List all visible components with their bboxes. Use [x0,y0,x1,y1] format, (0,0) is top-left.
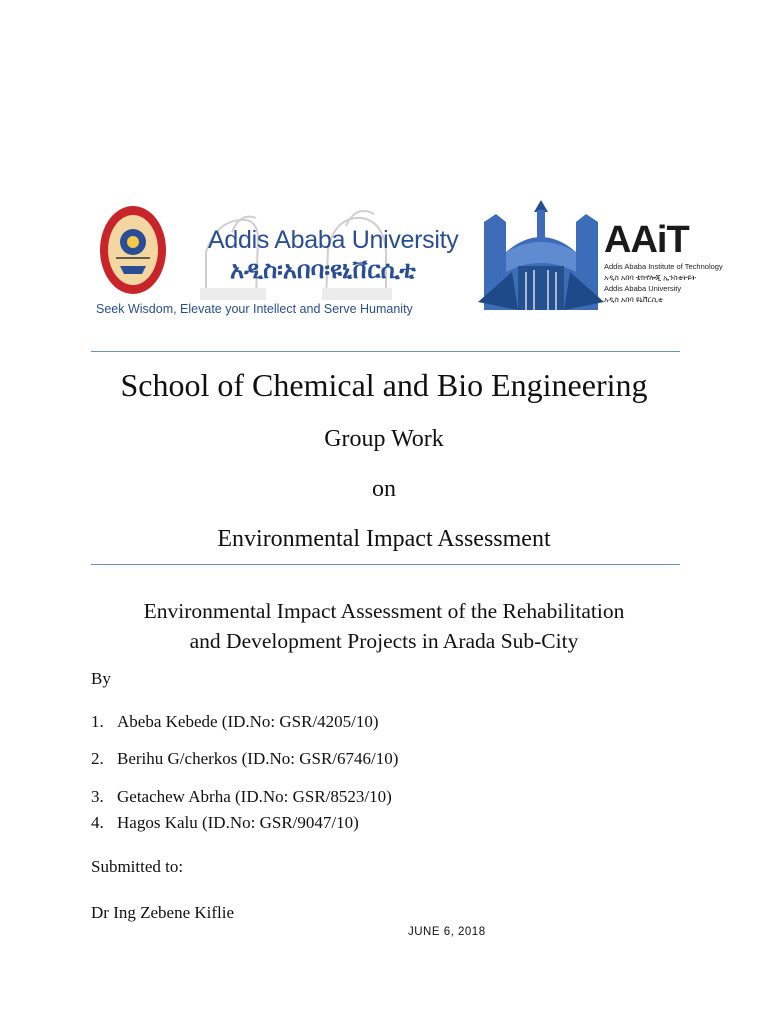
list-number: 4. [91,813,104,832]
member-text: Berihu G/cherkos (ID.No: GSR/6746/10) [117,749,399,768]
list-item [91,812,359,834]
course-subject: Environmental Impact Assessment [217,526,551,552]
list-item [91,711,379,733]
school-heading: School of Chemical and Bio Engineering [120,367,648,403]
on-label: on [372,476,396,502]
supervisor-name: Dr Ing Zebene Kiflie [91,903,235,922]
submission-date: JUNE 6, 2018 [408,926,486,938]
university-name-amharic: አዲስ፡አበባ፡ዩኒቨርሲቲ [230,256,416,284]
institute-line: Addis Ababa University [604,284,682,293]
list-item [91,748,398,770]
list-number: 3. [91,787,104,806]
university-seal-logo [98,204,168,296]
member-text: Abeba Kebede (ID.No: GSR/4205/10) [117,712,379,731]
university-motto: Seek Wisdom, Elevate your Intellect and Serve Humanity [96,302,413,316]
list-number: 2. [91,749,104,768]
member-text: Hagos Kalu (ID.No: GSR/9047/10) [117,813,359,832]
institute-building-logo [478,192,604,310]
list-number: 1. [91,712,104,731]
institute-line: Addis Ababa Institute of Technology [604,262,723,271]
institute-brand [604,219,723,305]
university-banner [96,190,723,330]
divider-top [91,351,680,352]
document-title [60,596,708,656]
institute-abbreviation: AAiT [604,219,689,261]
list-item [91,786,392,808]
title-line: and Development Projects in Arada Sub-City [189,629,579,653]
by-label: By [91,669,111,688]
institute-line: አዲስ አበባ ቴክኖሎጂ ኢንስቲትዩት [604,273,697,282]
institute-line: አዲስ አበባ ዩኒቨርሲቲ [604,295,663,304]
member-text: Getachew Abrha (ID.No: GSR/8523/10) [117,787,392,806]
university-name: Addis Ababa University [208,226,459,254]
divider-bottom [91,564,680,565]
group-work-label: Group Work [324,426,444,452]
title-line: Environmental Impact Assessment of the Rehabilitation [143,599,625,623]
submitted-to-label: Submitted to: [91,857,184,876]
